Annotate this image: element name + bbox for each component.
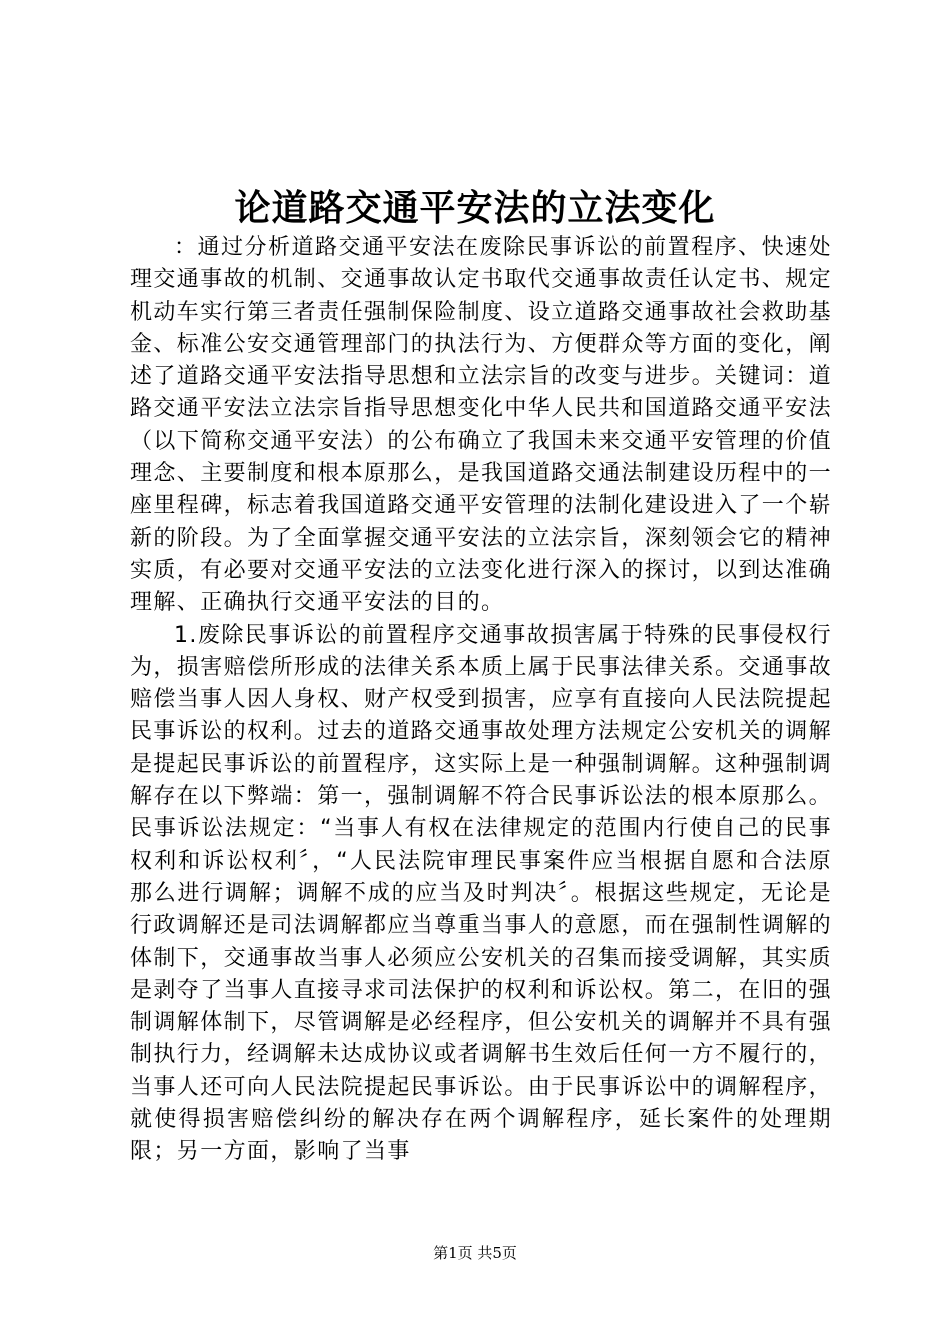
document-body [130, 232, 832, 1169]
document-title: 论道路交通平安法的立法变化 [234, 187, 716, 229]
paragraph-section-1: 1.废除民事诉讼的前置程序交通事故损害属于特殊的民事侵权行为，损害赔偿所形成的法律关系本质上属于民事法律关系。交通事故赔偿当事人因人身权、财产权受到损害，应享有直接向人民法院提起民事诉讼的权利。过去的道路交通事故处理方法规定公安机关的调解是提起民事诉讼的前置程序，这实际上是一种强制调解。这种强制调解存在以下弊端：第一，强制调解不符合民事诉讼法的根本原那么。民事诉讼法规定：“当事人有权在法律规定的范围内行使自己的民事权利和诉讼权利〞，“人民法院审理民事案件应当根据自愿和合法原那么进行调解；调解不成的应当及时判决〞。根据这些规定，无论是行政调解还是司法调解都应当尊重当事人的意愿，而在强制性调解的体制下，交通事故当事人必须应公安机关的召集而接受调解，其实质是剥夺了当事人直接寻求司法保护的权利和诉讼权。第二，在旧的强制调解体制下，尽管调解是必经程序，但公安机关的调解并不具有强制执行力，经调解未达成协议或者调解书生效后任何一方不履行的，当事人还可向人民法院提起民事诉讼。由于民事诉讼中的调解程序，就使得损害赔偿纠纷的解决存在两个调解程序，延长案件的处理期限；另一方面，影响了当事 [130, 622, 833, 1165]
page-number-footer: 第1页 共5页 [433, 1244, 517, 1262]
paragraph-abstract: ：通过分析道路交通平安法在废除民事诉讼的前置程序、快速处理交通事故的机制、交通事故认定书取代交通事故责任认定书、规定机动车实行第三者责任强制保险制度、设立道路交通事故社会救助基金、标准公安交通管理部门的执法行为、方便群众等方面的变化，阐述了道路交通平安法指导思想和立法宗旨的改变与进步。关键词：道路交通平安法立法宗旨指导思想变化中华人民共和国道路交通平安法（以下简称交通平安法）的公布确立了我国未来交通平安管理的价值理念、主要制度和根本原那么，是我国道路交通法制建设历程中的一座里程碑，标志着我国道路交通平安管理的法制化建设进入了一个崭新的阶段。为了全面掌握交通平安法的立法宗旨，深刻领会它的精神实质，有必要对交通平安法的立法变化进行深入的探讨，以到达准确理解、正确执行交通平安法的目的。 [130, 235, 833, 616]
